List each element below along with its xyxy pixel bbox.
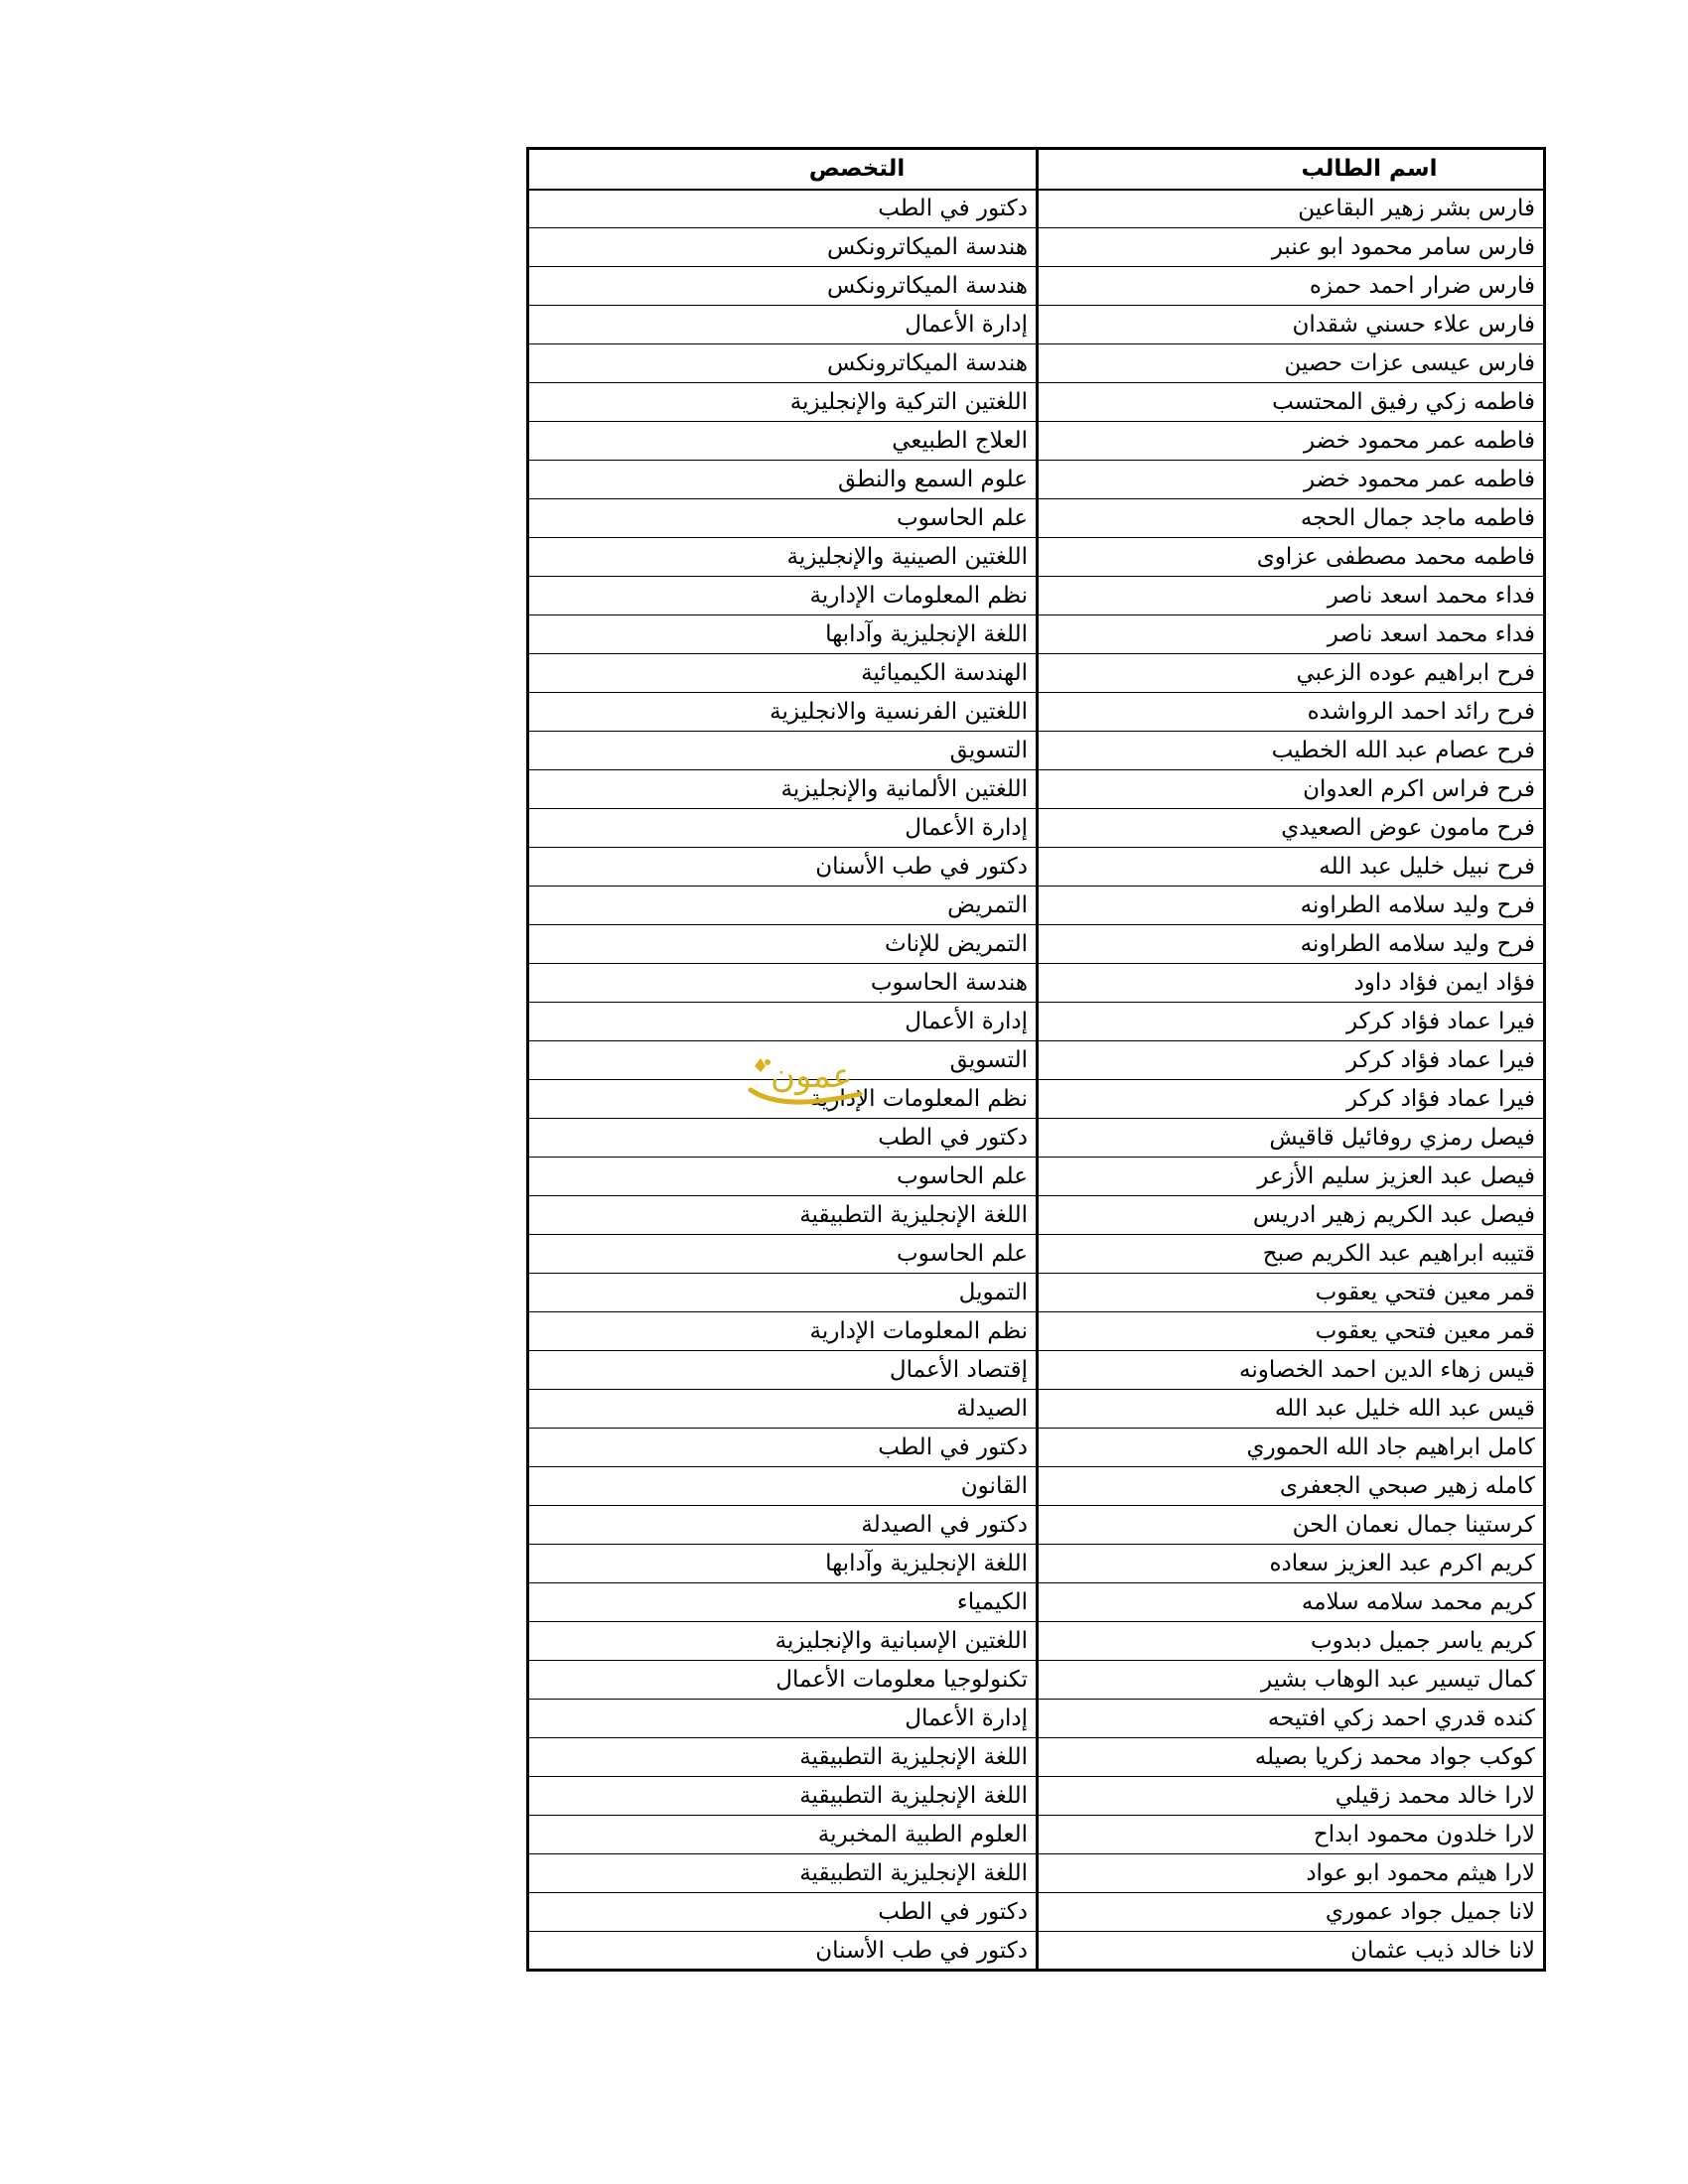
table-body	[528, 190, 1545, 1971]
table-row	[528, 1700, 1545, 1738]
student-name-cell: فارس بشر زهير البقاعين	[1038, 190, 1545, 228]
specialization-cell: نظم المعلومات الإدارية	[528, 1080, 1038, 1119]
specialization-cell: التمويل	[528, 1274, 1038, 1312]
table-row	[528, 422, 1545, 461]
specialization-cell: تكنولوجيا معلومات الأعمال	[528, 1661, 1038, 1700]
specialization-cell: دكتور في الطب	[528, 1429, 1038, 1467]
specialization-cell: الهندسة الكيميائية	[528, 654, 1038, 693]
student-name-cell: فرح فراس اكرم العدوان	[1038, 770, 1545, 809]
student-name-cell: كرستينا جمال نعمان الحن	[1038, 1506, 1545, 1545]
student-name-cell: قيس زهاء الدين احمد الخصاونه	[1038, 1351, 1545, 1390]
student-name-cell: قمر معين فتحي يعقوب	[1038, 1312, 1545, 1351]
table-row	[528, 1777, 1545, 1816]
student-name-cell: لانا جميل جواد عموري	[1038, 1893, 1545, 1932]
table-row	[528, 1893, 1545, 1932]
specialization-cell: علوم السمع والنطق	[528, 461, 1038, 499]
table-row	[528, 499, 1545, 538]
specialization-cell: التسويق	[528, 1041, 1038, 1080]
specialization-cell: دكتور في طب الأسنان	[528, 1932, 1038, 1971]
table-row	[528, 693, 1545, 732]
specialization-cell: التمريض للإناث	[528, 925, 1038, 964]
student-name-cell: فرح مامون عوض الصعيدي	[1038, 809, 1545, 848]
student-name-cell: قتيبه ابراهيم عبد الكريم صبح	[1038, 1235, 1545, 1274]
specialization-cell: العلاج الطبيعي	[528, 422, 1038, 461]
table-row	[528, 577, 1545, 615]
specialization-cell: دكتور في الصيدلة	[528, 1506, 1038, 1545]
student-name-cell: فاطمه ماجد جمال الحجه	[1038, 499, 1545, 538]
table-row	[528, 1506, 1545, 1545]
table-row	[528, 1622, 1545, 1661]
students-table	[526, 147, 1546, 1972]
table-row	[528, 1351, 1545, 1390]
header-student-name: اسم الطالب	[1038, 149, 1545, 190]
specialization-cell: اللغة الإنجليزية التطبيقية	[528, 1777, 1038, 1816]
student-name-cell: قيس عبد الله خليل عبد الله	[1038, 1390, 1545, 1429]
specialization-cell: الصيدلة	[528, 1390, 1038, 1429]
table-row	[528, 1854, 1545, 1893]
table-row	[528, 770, 1545, 809]
student-name-cell: كامله زهير صبحي الجعفرى	[1038, 1467, 1545, 1506]
specialization-cell: اللغتين الفرنسية والانجليزية	[528, 693, 1038, 732]
table-row	[528, 1429, 1545, 1467]
specialization-cell: هندسة الميكاترونكس	[528, 267, 1038, 306]
table-row	[528, 344, 1545, 383]
table-row	[528, 461, 1545, 499]
student-name-cell: قمر معين فتحي يعقوب	[1038, 1274, 1545, 1312]
table-row	[528, 964, 1545, 1003]
specialization-cell: علم الحاسوب	[528, 1235, 1038, 1274]
table-row	[528, 1661, 1545, 1700]
table-row	[528, 1119, 1545, 1158]
table-row	[528, 809, 1545, 848]
specialization-cell: القانون	[528, 1467, 1038, 1506]
table-row	[528, 615, 1545, 654]
table-row	[528, 1583, 1545, 1622]
specialization-cell: دكتور في طب الأسنان	[528, 848, 1038, 887]
header-specialization: التخصص	[528, 149, 1038, 190]
table-row	[528, 1041, 1545, 1080]
specialization-cell: علم الحاسوب	[528, 1158, 1038, 1196]
specialization-cell: العلوم الطبية المخبرية	[528, 1816, 1038, 1854]
student-name-cell: فرح وليد سلامه الطراونه	[1038, 925, 1545, 964]
student-name-cell: فارس سامر محمود ابو عنبر	[1038, 228, 1545, 267]
table-row	[528, 1738, 1545, 1777]
specialization-cell: إدارة الأعمال	[528, 1700, 1038, 1738]
student-name-cell: كوكب جواد محمد زكريا بصيله	[1038, 1738, 1545, 1777]
specialization-cell: الكيمياء	[528, 1583, 1038, 1622]
specialization-cell: هندسة الميكاترونكس	[528, 344, 1038, 383]
specialization-cell: إقتصاد الأعمال	[528, 1351, 1038, 1390]
specialization-cell: اللغة الإنجليزية التطبيقية	[528, 1196, 1038, 1235]
specialization-cell: إدارة الأعمال	[528, 809, 1038, 848]
student-name-cell: فرح ابراهيم عوده الزعبي	[1038, 654, 1545, 693]
student-name-cell: لانا خالد ذيب عثمان	[1038, 1932, 1545, 1971]
student-name-cell: فؤاد ايمن فؤاد داود	[1038, 964, 1545, 1003]
table-row	[528, 1080, 1545, 1119]
specialization-cell: هندسة الميكاترونكس	[528, 228, 1038, 267]
table-row	[528, 1312, 1545, 1351]
student-name-cell: فرح نبيل خليل عبد الله	[1038, 848, 1545, 887]
student-name-cell: لارا هيثم محمود ابو عواد	[1038, 1854, 1545, 1893]
table-row	[528, 1274, 1545, 1312]
specialization-cell: إدارة الأعمال	[528, 1003, 1038, 1041]
table-row	[528, 925, 1545, 964]
student-name-cell: فاطمه محمد مصطفى عزاوى	[1038, 538, 1545, 577]
table-row	[528, 306, 1545, 344]
table-row	[528, 228, 1545, 267]
student-name-cell: فاطمه زكي رفيق المحتسب	[1038, 383, 1545, 422]
student-name-cell: كريم اكرم عبد العزيز سعاده	[1038, 1545, 1545, 1583]
student-name-cell: فارس علاء حسني شقدان	[1038, 306, 1545, 344]
table-row	[528, 1196, 1545, 1235]
student-name-cell: فيرا عماد فؤاد كركر	[1038, 1041, 1545, 1080]
student-name-cell: كمال تيسير عبد الوهاب بشير	[1038, 1661, 1545, 1700]
student-name-cell: لارا خلدون محمود ابداح	[1038, 1816, 1545, 1854]
table-row	[528, 1235, 1545, 1274]
watermark-text: عمون	[771, 1056, 853, 1096]
student-name-cell: فارس ضرار احمد حمزه	[1038, 267, 1545, 306]
specialization-cell: اللغتين الألمانية والإنجليزية	[528, 770, 1038, 809]
specialization-cell: هندسة الحاسوب	[528, 964, 1038, 1003]
table-row	[528, 1467, 1545, 1506]
specialization-cell: دكتور في الطب	[528, 1119, 1038, 1158]
table-row	[528, 848, 1545, 887]
student-name-cell: كنده قدري احمد زكي افتيحه	[1038, 1700, 1545, 1738]
specialization-cell: اللغة الإنجليزية التطبيقية	[528, 1854, 1038, 1893]
student-name-cell: كريم محمد سلامه سلامه	[1038, 1583, 1545, 1622]
student-name-cell: فارس عيسى عزات حصين	[1038, 344, 1545, 383]
student-name-cell: فيرا عماد فؤاد كركر	[1038, 1003, 1545, 1041]
student-name-cell: فداء محمد اسعد ناصر	[1038, 615, 1545, 654]
table-row	[528, 267, 1545, 306]
specialization-cell: اللغتين التركية والإنجليزية	[528, 383, 1038, 422]
table-row	[528, 732, 1545, 770]
specialization-cell: إدارة الأعمال	[528, 306, 1038, 344]
specialization-cell: نظم المعلومات الإدارية	[528, 1312, 1038, 1351]
student-name-cell: فاطمه عمر محمود خضر	[1038, 422, 1545, 461]
student-name-cell: لارا خالد محمد زقيلي	[1038, 1777, 1545, 1816]
specialization-cell: دكتور في الطب	[528, 1893, 1038, 1932]
specialization-cell: اللغة الإنجليزية التطبيقية	[528, 1738, 1038, 1777]
specialization-cell: اللغتين الإسبانية والإنجليزية	[528, 1622, 1038, 1661]
specialization-cell: دكتور في الطب	[528, 190, 1038, 228]
table-row	[528, 190, 1545, 228]
student-name-cell: فيصل رمزي روفائيل قاقيش	[1038, 1119, 1545, 1158]
specialization-cell: نظم المعلومات الإدارية	[528, 577, 1038, 615]
student-name-cell: كريم ياسر جميل دبدوب	[1038, 1622, 1545, 1661]
student-name-cell: كامل ابراهيم جاد الله الحموري	[1038, 1429, 1545, 1467]
table-header-row	[528, 149, 1545, 190]
student-name-cell: فيصل عبد العزيز سليم الأزعر	[1038, 1158, 1545, 1196]
specialization-cell: التمريض	[528, 887, 1038, 925]
student-name-cell: فرح عصام عبد الله الخطيب	[1038, 732, 1545, 770]
table-row	[528, 1003, 1545, 1041]
specialization-cell: التسويق	[528, 732, 1038, 770]
table-row	[528, 1158, 1545, 1196]
student-name-cell: فاطمه عمر محمود خضر	[1038, 461, 1545, 499]
table-row	[528, 383, 1545, 422]
student-name-cell: فيرا عماد فؤاد كركر	[1038, 1080, 1545, 1119]
table-row	[528, 538, 1545, 577]
table-row	[528, 1545, 1545, 1583]
table-row	[528, 1932, 1545, 1971]
student-name-cell: فرح رائد احمد الرواشده	[1038, 693, 1545, 732]
student-name-cell: فيصل عبد الكريم زهير ادريس	[1038, 1196, 1545, 1235]
specialization-cell: اللغة الإنجليزية وآدابها	[528, 615, 1038, 654]
table-row	[528, 1390, 1545, 1429]
table-row	[528, 887, 1545, 925]
specialization-cell: اللغتين الصينية والإنجليزية	[528, 538, 1038, 577]
student-list-sheet	[526, 147, 1543, 1972]
student-name-cell: فرح وليد سلامه الطراونه	[1038, 887, 1545, 925]
student-name-cell: فداء محمد اسعد ناصر	[1038, 577, 1545, 615]
table-row	[528, 654, 1545, 693]
specialization-cell: اللغة الإنجليزية وآدابها	[528, 1545, 1038, 1583]
specialization-cell: علم الحاسوب	[528, 499, 1038, 538]
table-row	[528, 1816, 1545, 1854]
